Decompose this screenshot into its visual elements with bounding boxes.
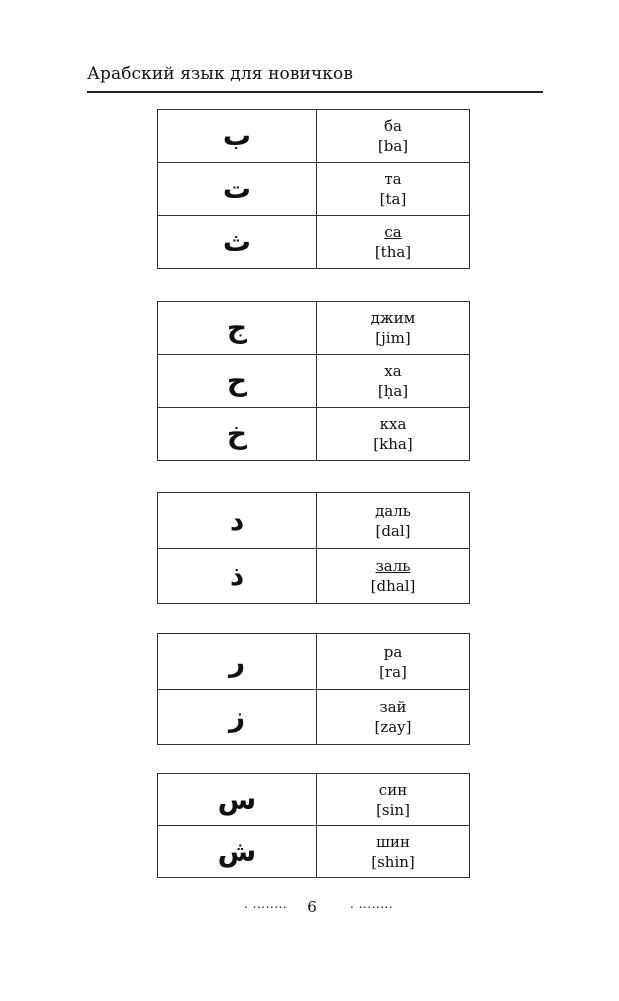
letter-name: са [384,223,402,241]
letter-name: зай [379,698,407,716]
letter-row [158,110,470,163]
letter-row [158,493,470,549]
letter-row [158,216,470,269]
letter-row [158,634,470,690]
footer-dots-right: . ........ [350,897,394,911]
letter-name-cell [317,690,470,745]
header-divider [87,91,543,93]
letter-transliteration: [tha] [374,243,412,261]
letter-row [158,355,470,408]
arabic-letter: ز [158,690,317,745]
letter-name-cell [317,549,470,604]
letter-transliteration: [ḥa] [377,382,409,400]
letter-transliteration: [dal] [375,521,411,540]
letter-name: ха [384,362,402,380]
letter-row [158,826,470,878]
letter-name-cell [317,493,470,549]
letter-row [158,163,470,216]
letter-transliteration: [kha] [373,435,413,453]
letter-name: син [378,780,408,799]
letter-transliteration: [dhal] [370,577,416,595]
letter-transliteration: [sin] [376,800,410,819]
arabic-letter: ح [158,355,317,408]
letter-name: ба [384,117,402,135]
letter-row [158,408,470,461]
letter-name-cell [317,408,470,461]
arabic-letter: س [158,774,317,826]
letter-table-3 [157,492,470,604]
arabic-letter: ر [158,634,317,690]
letter-transliteration: [ra] [379,662,407,681]
letter-transliteration: [jim] [375,329,411,347]
letter-transliteration: [ba] [377,137,409,155]
letter-transliteration: [ta] [379,190,407,208]
letter-name-cell [317,774,470,826]
page-header-title: Арабский язык для новичков [87,64,354,84]
letter-transliteration: [shin] [371,852,415,871]
letter-name: ра [383,642,403,661]
letter-row [158,774,470,826]
letter-name-cell [317,826,470,878]
letter-name: та [384,170,402,188]
arabic-letter: ث [158,216,317,269]
letter-name: джим [370,309,416,327]
arabic-letter: ذ [158,549,317,604]
letter-name-cell [317,355,470,408]
letter-name-cell [317,216,470,269]
letter-row [158,690,470,745]
letter-name: шин [376,832,410,851]
letter-table-2 [157,301,470,461]
letter-table-5 [157,773,470,878]
arabic-letter: ش [158,826,317,878]
letter-name-cell [317,110,470,163]
letter-name-cell [317,163,470,216]
page-number: 6 [307,898,317,916]
letter-transliteration: [zay] [374,718,412,736]
letter-name: кха [379,415,407,433]
arabic-letter: ج [158,302,317,355]
letter-table-4 [157,633,470,745]
arabic-letter: ت [158,163,317,216]
letter-row [158,549,470,604]
letter-name: даль [375,501,411,520]
letter-row [158,302,470,355]
letter-name-cell [317,302,470,355]
footer-dots-left: . ........ [244,897,288,911]
letter-name: заль [375,557,411,575]
arabic-letter: خ [158,408,317,461]
letter-table-1 [157,109,470,269]
arabic-letter: ب [158,110,317,163]
arabic-letter: د [158,493,317,549]
letter-name-cell [317,634,470,690]
